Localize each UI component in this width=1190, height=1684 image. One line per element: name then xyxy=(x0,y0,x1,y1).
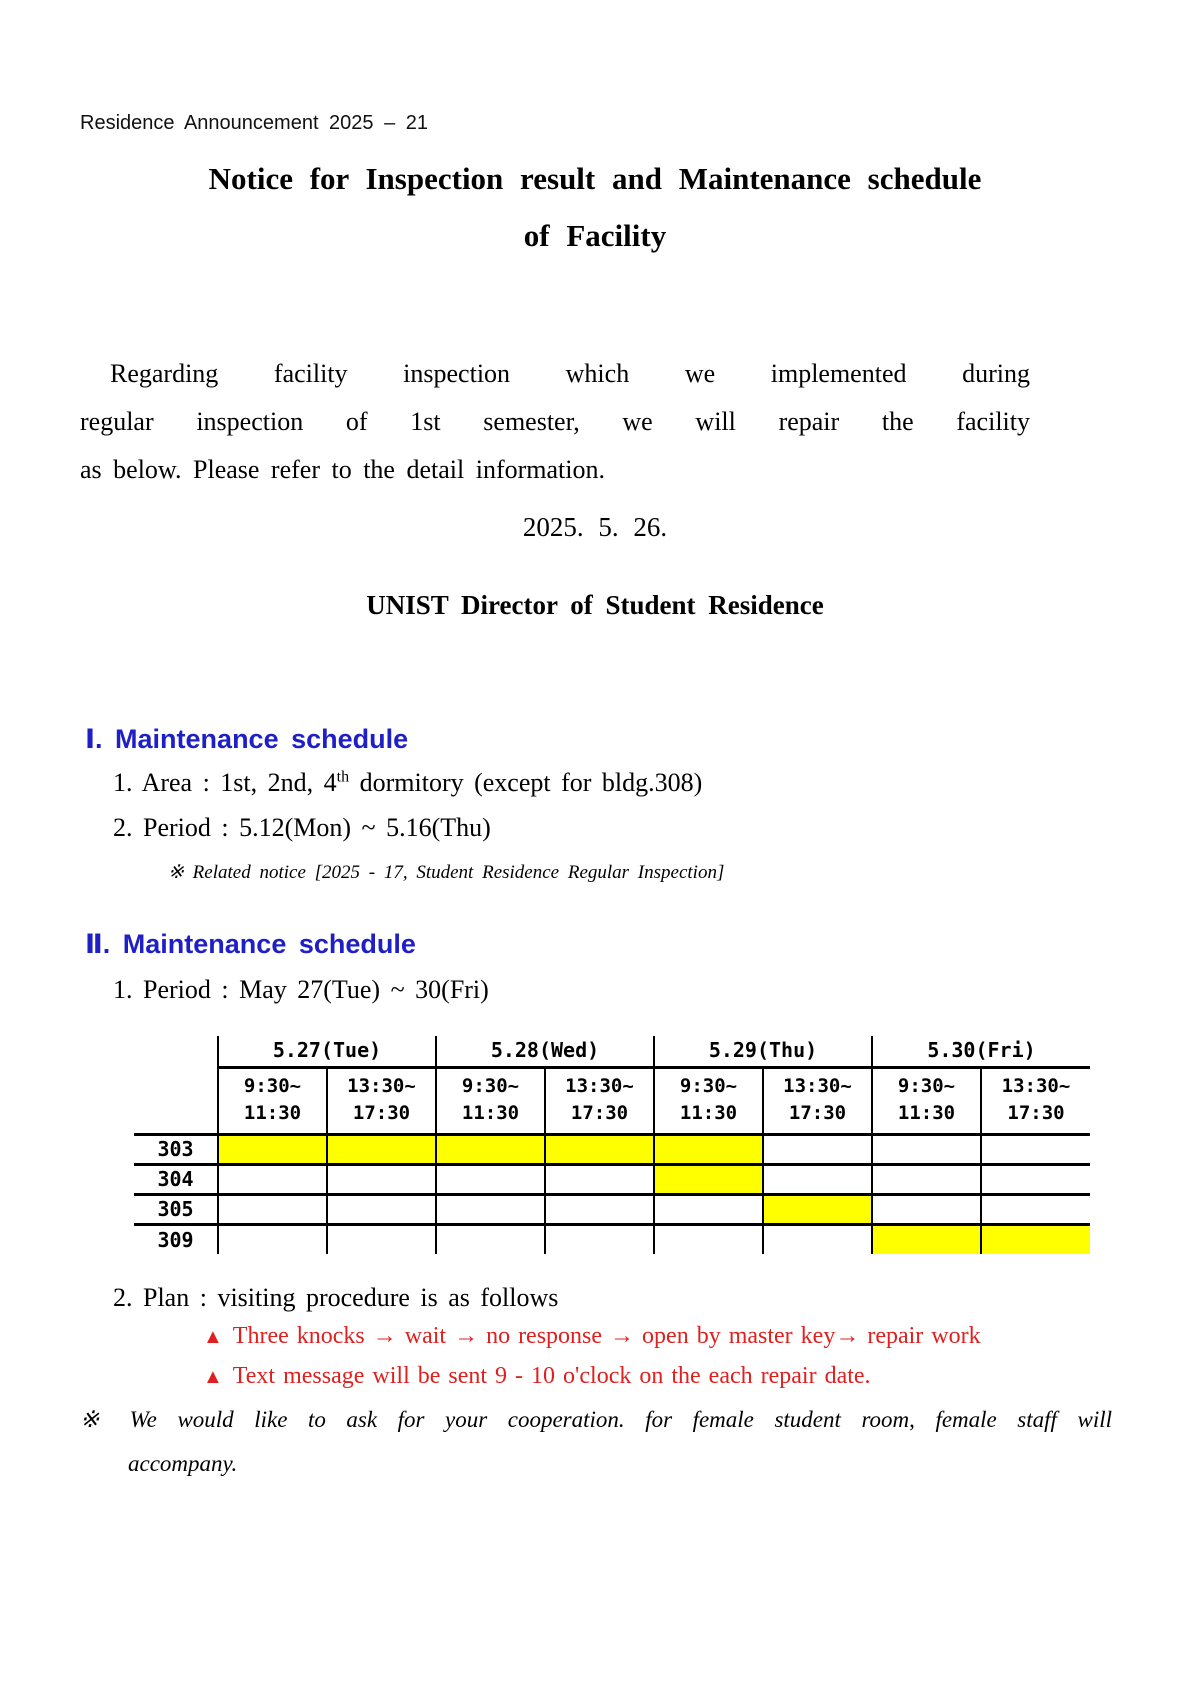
room-row-309 xyxy=(134,1224,1090,1254)
section2-plan-item: 2. Plan : visiting procedure is as follows xyxy=(113,1283,559,1312)
slot-end: 11:30 xyxy=(243,1101,302,1124)
scheduled-slot-cell xyxy=(654,1134,763,1164)
empty-slot-cell xyxy=(981,1134,1090,1164)
scheduled-slot-cell xyxy=(327,1134,436,1164)
section1-area-item xyxy=(113,768,702,798)
time-slot-header xyxy=(545,1067,654,1134)
room-label: 309 xyxy=(157,1227,194,1252)
intro-line: Regarding facility inspection which we implemented during xyxy=(110,359,1030,388)
plan-procedure-note xyxy=(203,1323,981,1350)
time-slot-header xyxy=(436,1067,545,1134)
slot-start: 9:30~ xyxy=(461,1074,520,1097)
slot-start: 9:30~ xyxy=(243,1074,302,1097)
scheduled-slot-cell xyxy=(436,1134,545,1164)
empty-slot-cell xyxy=(436,1194,545,1224)
empty-slot-cell xyxy=(218,1194,327,1224)
day-header-wed: 5.28(Wed) xyxy=(436,1036,654,1067)
time-slot-header xyxy=(872,1067,981,1134)
day-header-thu: 5.29(Thu) xyxy=(654,1036,872,1067)
empty-slot-cell xyxy=(327,1224,436,1254)
time-slot-header xyxy=(763,1067,872,1134)
area-text-suffix: dormitory (except for bldg.308) xyxy=(349,768,703,797)
room-label: 305 xyxy=(134,1194,218,1224)
plan-message-note xyxy=(203,1363,871,1390)
empty-slot-cell xyxy=(218,1164,327,1194)
footnote-line1: ※ We would like to ask for your cooperation. for female student room, female staff will xyxy=(80,1407,1112,1432)
document-signature: UNIST Director of Student Residence xyxy=(366,590,824,620)
scheduled-slot-cell xyxy=(545,1134,654,1164)
empty-slot-cell xyxy=(218,1224,327,1254)
triangle-bullet-icon: ▲ xyxy=(203,1326,223,1348)
empty-slot-cell xyxy=(436,1164,545,1194)
empty-slot-cell xyxy=(872,1134,981,1164)
slot-start: 9:30~ xyxy=(679,1074,738,1097)
section1-period-item: 2. Period : 5.12(Mon) ~ 5.16(Thu) xyxy=(113,813,491,842)
empty-slot-cell xyxy=(763,1164,872,1194)
time-slot-header xyxy=(654,1067,763,1134)
plan-message-text: Text message will be sent 9 - 10 o'clock on the each repair date. xyxy=(232,1363,871,1389)
intro-line: regular inspection of 1st semester, we will repair the facility xyxy=(80,407,1030,436)
area-ordinal-sup: th xyxy=(336,768,350,786)
scheduled-slot-cell xyxy=(981,1224,1090,1254)
empty-slot-cell xyxy=(327,1194,436,1224)
day-header-tue: 5.27(Tue) xyxy=(218,1036,436,1067)
triangle-bullet-icon: ▲ xyxy=(203,1366,223,1388)
scheduled-slot-cell xyxy=(654,1164,763,1194)
section2-heading: Ⅱ. Maintenance schedule xyxy=(85,929,416,959)
room-label: 304 xyxy=(134,1164,218,1194)
slot-end: 17:30 xyxy=(1007,1101,1065,1124)
day-header-row xyxy=(134,1036,1090,1067)
empty-slot-cell xyxy=(654,1224,763,1254)
time-header-row xyxy=(134,1067,1090,1134)
maintenance-schedule-table xyxy=(134,1036,1090,1254)
document-number: Residence Announcement 2025 – 21 xyxy=(80,112,429,134)
schedule-table-body xyxy=(134,1134,1090,1254)
empty-slot-cell xyxy=(763,1134,872,1164)
corner-cell xyxy=(134,1036,218,1067)
time-slot-header xyxy=(981,1067,1090,1134)
empty-slot-cell xyxy=(981,1194,1090,1224)
day-header-fri: 5.30(Fri) xyxy=(872,1036,1090,1067)
empty-slot-cell xyxy=(545,1224,654,1254)
scheduled-slot-cell xyxy=(218,1134,327,1164)
time-slot-header xyxy=(218,1067,327,1134)
time-corner-cell xyxy=(134,1067,218,1134)
scheduled-slot-cell xyxy=(763,1194,872,1224)
room-row-305 xyxy=(134,1194,1090,1224)
empty-slot-cell xyxy=(545,1194,654,1224)
empty-slot-cell xyxy=(654,1194,763,1224)
slot-end: 17:30 xyxy=(352,1101,411,1124)
slot-start: 13:30~ xyxy=(565,1074,634,1097)
intro-paragraph xyxy=(80,350,1030,494)
slot-end: 17:30 xyxy=(788,1101,847,1124)
area-text: 1. Area : 1st, 2nd, 4 xyxy=(113,768,337,797)
slot-start: 9:30~ xyxy=(897,1074,956,1097)
room-label: 303 xyxy=(134,1134,218,1164)
scheduled-slot-cell xyxy=(872,1224,981,1254)
empty-slot-cell xyxy=(872,1164,981,1194)
footnote-line2: accompany. xyxy=(128,1451,238,1476)
slot-end: 11:30 xyxy=(679,1101,738,1124)
document-title-line1: Notice for Inspection result and Maintenance schedule xyxy=(208,161,982,196)
slot-start: 13:30~ xyxy=(347,1074,416,1097)
document-title-line2: of Facility xyxy=(523,218,667,253)
empty-slot-cell xyxy=(763,1224,872,1254)
slot-end: 17:30 xyxy=(570,1101,629,1124)
slot-start: 13:30~ xyxy=(1001,1074,1071,1097)
document-date: 2025. 5. 26. xyxy=(522,512,668,542)
empty-slot-cell xyxy=(436,1224,545,1254)
slot-end: 11:30 xyxy=(897,1101,956,1124)
room-row-304 xyxy=(134,1164,1090,1194)
plan-procedure-text: Three knocks → wait → no response → open by master key→ repair work xyxy=(232,1323,981,1349)
cooperation-footnote xyxy=(80,1398,1112,1486)
empty-slot-cell xyxy=(545,1164,654,1194)
intro-line: as below. Please refer to the detail information. xyxy=(80,455,605,484)
empty-slot-cell xyxy=(981,1164,1090,1194)
section2-period-item: 1. Period : May 27(Tue) ~ 30(Fri) xyxy=(113,975,489,1004)
room-row-303 xyxy=(134,1134,1090,1164)
slot-end: 11:30 xyxy=(461,1101,520,1124)
empty-slot-cell xyxy=(327,1164,436,1194)
slot-start: 13:30~ xyxy=(783,1074,852,1097)
section1-heading: Ⅰ. Maintenance schedule xyxy=(85,724,409,754)
time-slot-header xyxy=(327,1067,436,1134)
related-notice: ※ Related notice [2025 - 17, Student Residence Regular Inspection] xyxy=(168,862,725,883)
empty-slot-cell xyxy=(872,1194,981,1224)
document-title xyxy=(0,150,1190,264)
